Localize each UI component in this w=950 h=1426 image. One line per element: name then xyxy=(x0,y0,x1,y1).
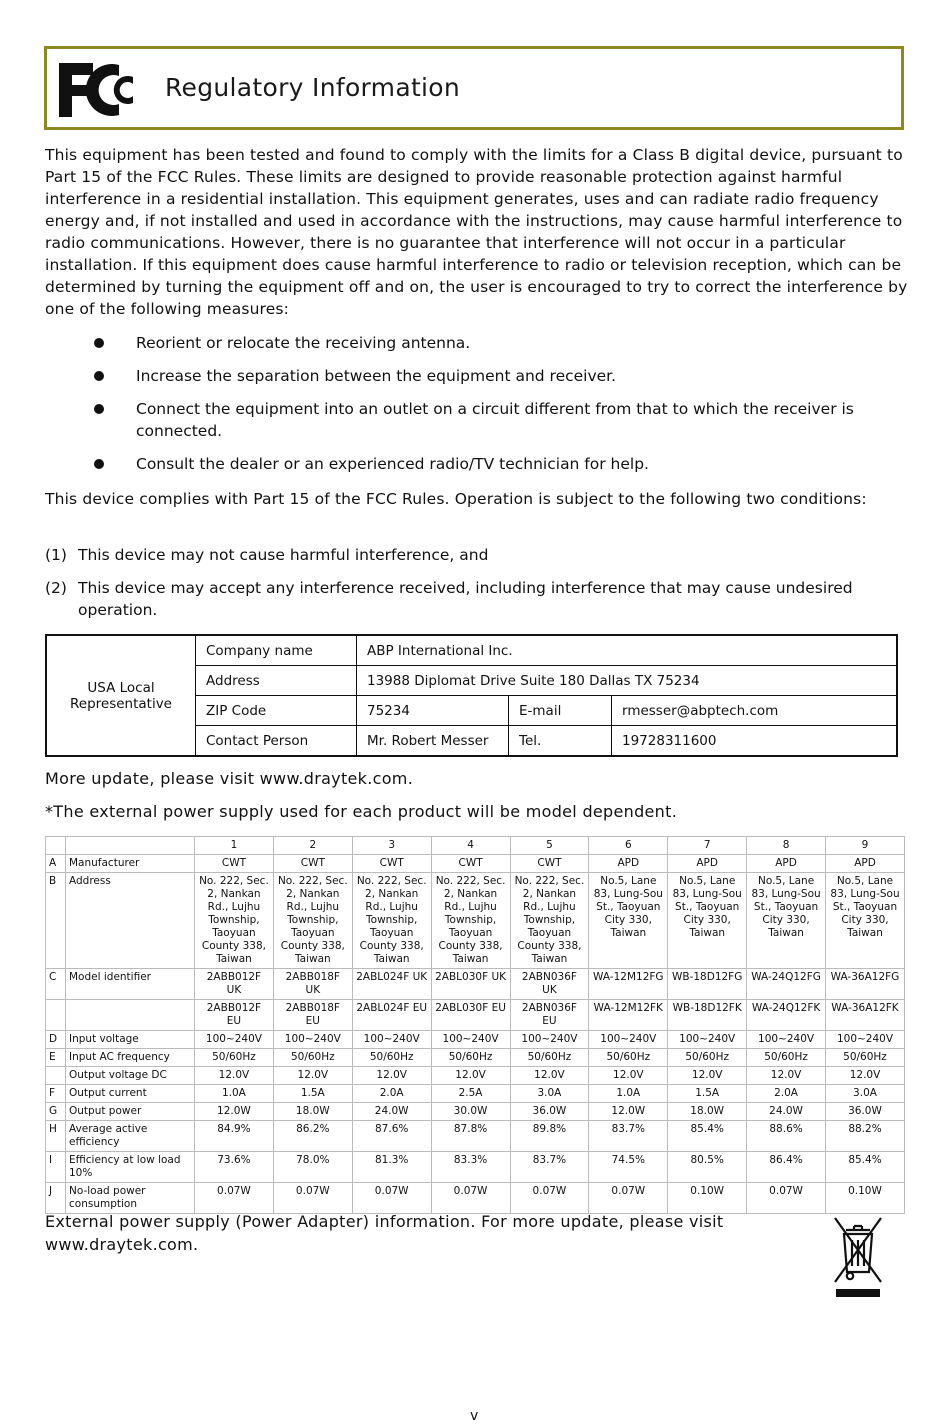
table-cell: CWT xyxy=(273,855,352,873)
table-cell: 0.07W xyxy=(273,1183,352,1214)
page-number: v xyxy=(470,1408,479,1424)
column-header: 4 xyxy=(431,837,510,855)
table-cell: 85.4% xyxy=(668,1121,747,1152)
table-cell xyxy=(46,837,66,855)
table-cell: 78.0% xyxy=(273,1152,352,1183)
row-letter xyxy=(46,1000,66,1031)
table-cell: 12.0W xyxy=(589,1103,668,1121)
table-cell: 0.10W xyxy=(826,1183,905,1214)
table-row xyxy=(46,873,905,969)
table-cell: 13988 Diplomat Drive Suite 180 Dallas TX 75234 xyxy=(357,666,898,696)
table-cell: CWT xyxy=(195,855,274,873)
table-cell: 2ABL024F UK xyxy=(352,969,431,1000)
table-cell: 83.7% xyxy=(589,1121,668,1152)
table-cell: WA-36A12FG xyxy=(826,969,905,1000)
column-header: 7 xyxy=(668,837,747,855)
table-cell: 2ABL030F EU xyxy=(431,1000,510,1031)
table-cell: 100~240V xyxy=(195,1031,274,1049)
table-cell: 30.0W xyxy=(431,1103,510,1121)
table-cell: 100~240V xyxy=(747,1031,826,1049)
table-cell: 83.7% xyxy=(510,1152,589,1183)
fcc-logo xyxy=(57,59,143,121)
table-cell: 36.0W xyxy=(510,1103,589,1121)
column-header: 5 xyxy=(510,837,589,855)
page-title: Regulatory Information xyxy=(165,73,461,102)
table-cell: 50/60Hz xyxy=(589,1049,668,1067)
table-cell: 1.0A xyxy=(589,1085,668,1103)
row-label: Input AC frequency xyxy=(66,1049,195,1067)
table-row xyxy=(46,855,905,873)
table-cell: 50/60Hz xyxy=(668,1049,747,1067)
table-cell: 80.5% xyxy=(668,1152,747,1183)
table-cell: 2.0A xyxy=(747,1085,826,1103)
table-cell xyxy=(66,837,195,855)
table-cell: CWT xyxy=(431,855,510,873)
table-cell: WA-24Q12FG xyxy=(747,969,826,1000)
table-cell: 12.0W xyxy=(195,1103,274,1121)
row-letter: E xyxy=(46,1049,66,1067)
table-cell: No.5, Lane 83, Lung-Sou St., Taoyuan City 330, Taiwan xyxy=(747,873,826,969)
row-letter: B xyxy=(46,873,66,969)
table-cell: CWT xyxy=(510,855,589,873)
list-item xyxy=(45,365,910,387)
table-cell: 2ABB018F EU xyxy=(273,1000,352,1031)
table-cell: 0.07W xyxy=(747,1183,826,1214)
table-cell: 50/60Hz xyxy=(431,1049,510,1067)
row-label: Manufacturer xyxy=(66,855,195,873)
table-cell: 24.0W xyxy=(352,1103,431,1121)
table-cell: 2.0A xyxy=(352,1085,431,1103)
row-letter: H xyxy=(46,1121,66,1152)
table-cell: Mr. Robert Messer xyxy=(357,726,509,757)
table-cell: 50/60Hz xyxy=(195,1049,274,1067)
table-cell: 100~240V xyxy=(352,1031,431,1049)
table-cell: Company name xyxy=(196,635,357,666)
row-letter: A xyxy=(46,855,66,873)
bullet-icon xyxy=(94,371,104,381)
table-cell: 12.0V xyxy=(352,1067,431,1085)
footer-note: External power supply (Power Adapter) information. For more update, please visit www.draytek.com. xyxy=(45,1212,724,1254)
table-header-row xyxy=(46,837,905,855)
condition-text: This device may accept any interference received, including interference that may cause undesired operation. xyxy=(78,579,853,619)
bullet-icon xyxy=(94,459,104,469)
table-cell: 24.0W xyxy=(747,1103,826,1121)
condition-item xyxy=(45,544,910,566)
table-cell: 2ABN036F EU xyxy=(510,1000,589,1031)
table-cell: 12.0V xyxy=(431,1067,510,1085)
intro-paragraph: This equipment has been tested and found to comply with the limits for a Class B digital device, pursuant to Part 15 of the FCC Rules. These limits are designed to provide reasonable protection against harmful interference in a residential installation. This equipment generates, uses and can radiate radio frequency energy and, if not installed and used in accordance with the instructions, may cause harmful interference to radio communications. However, there is no guarantee that interference will not occur in a particular installation. If this equipment does cause harmful interference to radio or television reception, which can be determined by turning the equipment off and on, the user is encouraged to try to correct the interference by one of the following measures: xyxy=(45,146,908,318)
table-cell: 3.0A xyxy=(510,1085,589,1103)
table-cell: 50/60Hz xyxy=(826,1049,905,1067)
row-label xyxy=(66,1000,195,1031)
usa-representative-table xyxy=(45,634,898,757)
row-label: Output voltage DC xyxy=(66,1067,195,1085)
list-item-text: Consult the dealer or an experienced radio/TV technician for help. xyxy=(136,455,649,473)
column-header: 3 xyxy=(352,837,431,855)
table-cell: 87.6% xyxy=(352,1121,431,1152)
table-cell: 100~240V xyxy=(668,1031,747,1049)
table-cell: 50/60Hz xyxy=(510,1049,589,1067)
table-cell: 0.07W xyxy=(195,1183,274,1214)
table-cell: WA-12M12FG xyxy=(589,969,668,1000)
table-row xyxy=(46,1085,905,1103)
table-cell: APD xyxy=(826,855,905,873)
table-cell: 1.0A xyxy=(195,1085,274,1103)
table-cell: 2ABB012F UK xyxy=(195,969,274,1000)
table-cell: APD xyxy=(589,855,668,873)
table-cell: No. 222, Sec. 2, Nankan Rd., Lujhu Township, Taoyuan County 338, Taiwan xyxy=(510,873,589,969)
row-label: Input voltage xyxy=(66,1031,195,1049)
table-cell: rmesser@abptech.com xyxy=(612,696,898,726)
table-cell: 3.0A xyxy=(826,1085,905,1103)
table-cell: WA-36A12FK xyxy=(826,1000,905,1031)
table-cell: APD xyxy=(747,855,826,873)
table-row xyxy=(46,969,905,1000)
table-row xyxy=(46,1031,905,1049)
header-box xyxy=(44,46,904,130)
table-cell: WA-12M12FK xyxy=(589,1000,668,1031)
table-cell: ZIP Code xyxy=(196,696,357,726)
table-cell: 50/60Hz xyxy=(747,1049,826,1067)
column-header: 1 xyxy=(195,837,274,855)
table-row xyxy=(46,1049,905,1067)
table-cell: 12.0V xyxy=(195,1067,274,1085)
table-cell: WB-18D12FK xyxy=(668,1000,747,1031)
table-cell: 85.4% xyxy=(826,1152,905,1183)
row-letter: C xyxy=(46,969,66,1000)
row-label: Average active efficiency xyxy=(66,1121,195,1152)
condition-item xyxy=(45,577,910,621)
row-label: Efficiency at low load 10% xyxy=(66,1152,195,1183)
table-row xyxy=(46,1121,905,1152)
table-cell: 0.07W xyxy=(352,1183,431,1214)
table-row xyxy=(46,1103,905,1121)
condition-number: (1) xyxy=(45,546,67,564)
table-cell: 87.8% xyxy=(431,1121,510,1152)
table-cell: 18.0W xyxy=(273,1103,352,1121)
table-row xyxy=(46,1000,905,1031)
table-cell: 86.4% xyxy=(747,1152,826,1183)
condition-number: (2) xyxy=(45,579,67,597)
table-cell: WB-18D12FG xyxy=(668,969,747,1000)
row-letter: F xyxy=(46,1085,66,1103)
table-cell: 0.07W xyxy=(510,1183,589,1214)
row-label: No-load power consumption xyxy=(66,1183,195,1214)
table-row xyxy=(46,1183,905,1214)
table-cell: 100~240V xyxy=(826,1031,905,1049)
table-cell: No. 222, Sec. 2, Nankan Rd., Lujhu Township, Taoyuan County 338, Taiwan xyxy=(352,873,431,969)
table-cell: 0.07W xyxy=(431,1183,510,1214)
table-cell: 83.3% xyxy=(431,1152,510,1183)
table-cell: Contact Person xyxy=(196,726,357,757)
table-cell: APD xyxy=(668,855,747,873)
column-header: 8 xyxy=(747,837,826,855)
table-cell: 2ABB012F EU xyxy=(195,1000,274,1031)
table-cell: 36.0W xyxy=(826,1103,905,1121)
table-cell: 100~240V xyxy=(273,1031,352,1049)
table-cell: CWT xyxy=(352,855,431,873)
list-item-text: Connect the equipment into an outlet on a circuit different from that to which the receiver is connected. xyxy=(136,400,854,440)
table-cell: 100~240V xyxy=(431,1031,510,1049)
table-cell: 84.9% xyxy=(195,1121,274,1152)
row-label: Model identifier xyxy=(66,969,195,1000)
measures-list xyxy=(45,332,910,486)
table-cell: 12.0V xyxy=(826,1067,905,1085)
table-cell: 81.3% xyxy=(352,1152,431,1183)
table-row xyxy=(46,1067,905,1085)
table-cell: No.5, Lane 83, Lung-Sou St., Taoyuan City 330, Taiwan xyxy=(826,873,905,969)
row-label: Address xyxy=(66,873,195,969)
compliance-paragraph: This device complies with Part 15 of the FCC Rules. Operation is subject to the following two conditions: xyxy=(45,490,867,508)
table-row xyxy=(46,1152,905,1183)
table-row xyxy=(46,635,897,666)
row-letter: J xyxy=(46,1183,66,1214)
table-cell: 100~240V xyxy=(589,1031,668,1049)
table-cell: No. 222, Sec. 2, Nankan Rd., Lujhu Township, Taoyuan County 338, Taiwan xyxy=(195,873,274,969)
table-cell: No.5, Lane 83, Lung-Sou St., Taoyuan City 330, Taiwan xyxy=(589,873,668,969)
table-cell: 50/60Hz xyxy=(273,1049,352,1067)
bullet-icon xyxy=(94,404,104,414)
table-cell: 12.0V xyxy=(589,1067,668,1085)
table-cell: No.5, Lane 83, Lung-Sou St., Taoyuan City 330, Taiwan xyxy=(668,873,747,969)
table-cell: 1.5A xyxy=(668,1085,747,1103)
table-cell: No. 222, Sec. 2, Nankan Rd., Lujhu Township, Taoyuan County 338, Taiwan xyxy=(273,873,352,969)
table-cell: 12.0V xyxy=(747,1067,826,1085)
list-item xyxy=(45,332,910,354)
list-item xyxy=(45,453,910,475)
list-item xyxy=(45,398,910,442)
table-cell: 12.0V xyxy=(668,1067,747,1085)
list-item-text: Increase the separation between the equipment and receiver. xyxy=(136,367,617,385)
row-letter xyxy=(46,1067,66,1085)
column-header: 9 xyxy=(826,837,905,855)
table-cell: Tel. xyxy=(509,726,612,757)
external-supply-note: *The external power supply used for each product will be model dependent. xyxy=(45,802,678,821)
table-cell: 2.5A xyxy=(431,1085,510,1103)
table-cell: 0.07W xyxy=(589,1183,668,1214)
table-cell: No. 222, Sec. 2, Nankan Rd., Lujhu Township, Taoyuan County 338, Taiwan xyxy=(431,873,510,969)
table-cell: E-mail xyxy=(509,696,612,726)
row-letter: D xyxy=(46,1031,66,1049)
table-cell: 2ABN036F UK xyxy=(510,969,589,1000)
row-letter: G xyxy=(46,1103,66,1121)
table-cell: 12.0V xyxy=(510,1067,589,1085)
table-cell: 0.10W xyxy=(668,1183,747,1214)
update-note: More update, please visit www.draytek.com. xyxy=(45,769,414,788)
table-cell: 2ABL030F UK xyxy=(431,969,510,1000)
table-cell: 12.0V xyxy=(273,1067,352,1085)
table-cell: 2ABL024F EU xyxy=(352,1000,431,1031)
list-item-text: Reorient or relocate the receiving antenna. xyxy=(136,334,471,352)
table-cell: 88.2% xyxy=(826,1121,905,1152)
table-cell: 1.5A xyxy=(273,1085,352,1103)
column-header: 6 xyxy=(589,837,668,855)
table-cell: 75234 xyxy=(357,696,509,726)
crossed-out-wheelie-bin-icon xyxy=(832,1212,884,1298)
table-cell: 50/60Hz xyxy=(352,1049,431,1067)
table-cell: 86.2% xyxy=(273,1121,352,1152)
row-label: Output power xyxy=(66,1103,195,1121)
table-cell: 88.6% xyxy=(747,1121,826,1152)
table-cell: WA-24Q12FK xyxy=(747,1000,826,1031)
table-cell: 100~240V xyxy=(510,1031,589,1049)
row-letter: I xyxy=(46,1152,66,1183)
table-cell: 19728311600 xyxy=(612,726,898,757)
table-cell: 73.6% xyxy=(195,1152,274,1183)
table-cell: 18.0W xyxy=(668,1103,747,1121)
column-header: 2 xyxy=(273,837,352,855)
table-cell: ABP International Inc. xyxy=(357,635,898,666)
bullet-icon xyxy=(94,338,104,348)
power-supply-table xyxy=(45,836,905,1214)
row-label: Output current xyxy=(66,1085,195,1103)
table-cell: 74.5% xyxy=(589,1152,668,1183)
condition-text: This device may not cause harmful interference, and xyxy=(78,546,489,564)
rep-label: USA Local Representative xyxy=(46,635,196,756)
table-cell: 89.8% xyxy=(510,1121,589,1152)
table-cell: 2ABB018F UK xyxy=(273,969,352,1000)
table-cell: Address xyxy=(196,666,357,696)
